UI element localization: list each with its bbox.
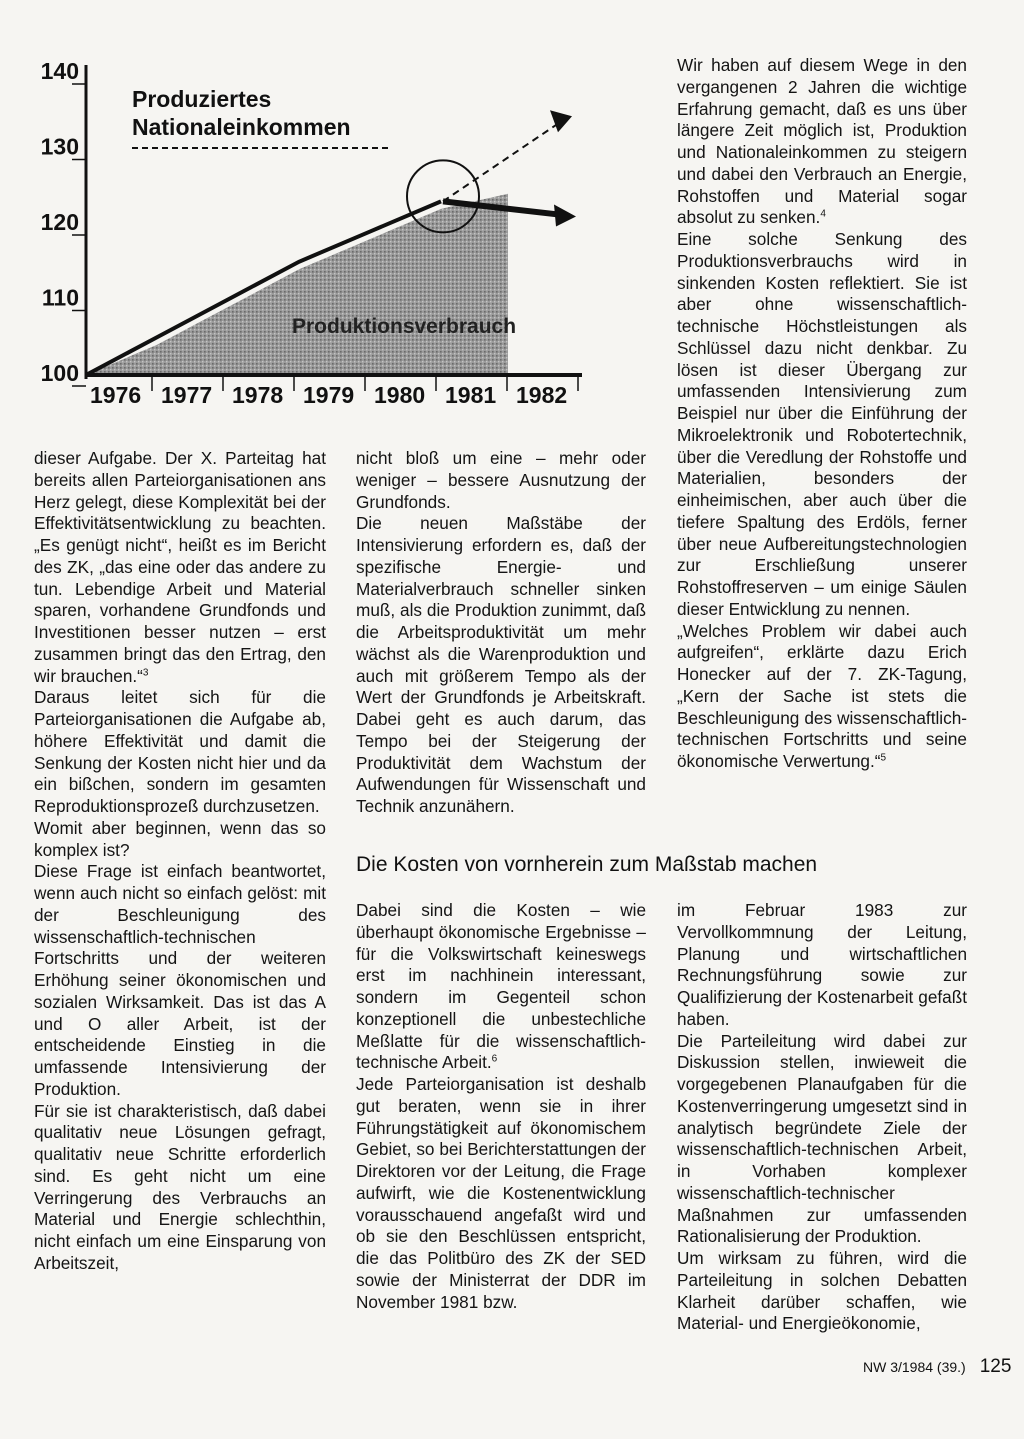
- area-label: Produktionsverbrauch: [292, 315, 517, 338]
- page-number: 125: [979, 1356, 1012, 1377]
- footnote-ref: 6: [491, 1053, 498, 1065]
- y-tick-label: 100: [40, 360, 79, 386]
- projection-solid-arrowhead: [554, 204, 576, 226]
- paragraph: Die Parteileitung wird dabei zur Diskussion stellen, inwieweit die vorgegebenen Planaufgaben für die Kostenverringerung umgesetzt sind in analytisch begründete Ziele der wissenschaftlich-technischen Arbeit, in Vorhaben komplexer wissenschaftlich-technischer Maßnahmen zur umfassenden Rationalisierung der Produktion.: [677, 1030, 967, 1247]
- chart: [20, 55, 650, 425]
- paragraph: Diese Frage ist einfach beantwortet, wenn auch nicht so einfach gelöst: mit der Beschleunigung des wissenschaftlich-technischen Fortschritts und der weiteren Erhöhung seiner ökonomischen und sozialen Wirksamkeit. Das ist das A und O aller Arbeit, ist der entscheidende Einstieg in die umfassende Intensivierung der Produktion.: [34, 861, 326, 1099]
- y-tick-label: 140: [40, 58, 79, 84]
- projection-dashed-line: [443, 122, 560, 201]
- footnote-ref: 5: [880, 752, 887, 764]
- paragraph: Daraus leitet sich für die Parteiorganisationen die Aufgabe ab, höhere Effektivität und damit die Senkung der Kosten nicht hier und da ein bißchen, sondern im gesamten Reproduktionsprozeß durchzusetzen.: [34, 687, 326, 816]
- paragraph: Die neuen Maßstäbe der Intensivierung erfordern es, daß der spezifische Energie- und Materialverbrauch schneller sinken muß, als die Produktion zunimmt, daß die Arbeitsproduktivität um mehr wächst als die Warenproduktion und auch mit größerem Tempo als der Wert der Grundfonds je Arbeitskraft. Dabei geht es auch darum, das Tempo bei der Steigerung der Produktivität dem Wachstum der Aufwendungen für Wissenschaft und Technik anzunähern.: [356, 513, 646, 816]
- y-tick-label: 130: [40, 133, 79, 160]
- chart-title: Produziertes: [132, 86, 272, 112]
- chart-title-line-2: Nationaleinkommen: [132, 114, 351, 140]
- article-column-5: [677, 900, 967, 1335]
- x-tick-label: 1978: [232, 382, 284, 408]
- paragraph: Dabei sind die Kosten – wie überhaupt ökonomische Ergebnisse – für die Volkswirtschaft keineswegs erst im nachhinein interessant, sondern im Gegenteil schon konzeptionell die unbestechliche Meßlatte für die wissenschaftlich-technische Arbeit.$^6$: [356, 900, 646, 1073]
- paragraph: dieser Aufgabe. Der X. Parteitag hat bereits allen Parteiorganisationen ans Herz gelegt, diese Komplexität bei der Effektivitätsentwicklung zu beachten. „Es genügt nicht“, heißt es im Bericht des ZK, „das eine oder das andere zu tun. Lebendige Arbeit und Material sparen, vorhandene Grundfonds und Investitionen besser nutzen – erst zusammen bringt das den Ertrag, den wir brauchen.“$^3$: [34, 448, 326, 686]
- paragraph: Jede Parteiorganisation ist deshalb gut beraten, wenn sie in ihrer Führungstätigkeit auf ökonomischem Gebiet, so bei Berichterstattungen der Direktoren vor der Leitung, die Frage aufwirft, wie die Kostenentwicklung vorausschauend angefaßt wird und ob sie den Beschlüssen entspricht, die das Politbüro des ZK der SED sowie der Ministerrat der DDR im November 1981 bzw.: [356, 1074, 646, 1312]
- y-tick-label: 110: [41, 284, 79, 311]
- subheading: Die Kosten von vornherein zum Maßstab machen: [356, 853, 818, 876]
- footnote-ref: 3: [142, 666, 149, 678]
- paragraph: im Februar 1983 zur Vervollkommnung der Leitung, Planung und wirtschaftlichen Rechnungsführung sowie zur Qualifizierung der Kostenarbeit gefaßt haben.: [677, 900, 967, 1029]
- issue-reference: NW 3/1984 (39.): [863, 1359, 966, 1375]
- article-column-4: [356, 900, 646, 1313]
- paragraph: Für sie ist charakteristisch, daß dabei qualitativ neue Lösungen gefragt, qualitativ neue Schritte erforderlich sind. Es geht nicht um eine Verringerung des Verbrauchs an Material und Energie schlechthin, nicht einfach um eine Einsparung von Arbeitszeit,: [34, 1100, 326, 1273]
- x-tick-label: 1979: [303, 382, 355, 408]
- article-column-1: [34, 448, 326, 1275]
- chart-area: [86, 194, 508, 375]
- area-fill: [86, 194, 508, 375]
- paragraph: Um wirksam zu führen, wird die Parteileitung in solchen Debatten Klarheit darüber schaffen, wie Material- und Energieökonomie,: [677, 1248, 967, 1334]
- page-footer: [863, 1356, 1011, 1378]
- article-column-3: [677, 55, 967, 773]
- paragraph: Womit aber beginnen, wenn das so komplex ist?: [34, 817, 326, 860]
- y-tick-label: 120: [40, 209, 79, 235]
- x-tick-label: 1976: [90, 382, 142, 408]
- paragraph: Eine solche Senkung des Produktionsverbrauchs wird in sinkenden Kosten reflektiert. Sie ist aber ohne wissenschaftlich-technische Höchstleistungen als Schlüssel dazu nicht denkbar. Zu lösen ist dieser Übergang zur umfassenden Intensivierung zum Beispiel nur über die Einführung der Mikroelektronik und Robotertechnik, über die Veredlung der Rohstoffe und Materialien, besonders der einheimischen, aber auch über die tiefere Spaltung des Erdöls, ferner über neue Aufbereitungstechnologien zur Erschließung unserer Rohstoffreserven – um einige Säulen dieser Entwicklung zu nennen.: [677, 229, 967, 619]
- x-tick-label: 1977: [161, 382, 213, 408]
- paragraph: Wir haben auf diesem Wege in den vergangenen 2 Jahren die wichtige Erfahrung gemacht, daß es uns über längere Zeit möglich ist, Produktion und Nationaleinkommen zu steigern und dabei den Verbrauch an Energie, Rohstoffen und Material sogar absolut zu senken.$^4$: [677, 55, 967, 228]
- projection-dashed-arrowhead: [550, 110, 572, 132]
- article-column-2: [356, 448, 646, 818]
- x-tick-label: 1980: [374, 382, 426, 408]
- x-tick-label: 1981: [445, 382, 497, 408]
- paragraph: nicht bloß um eine – mehr oder weniger – bessere Ausnutzung der Grundfonds.: [356, 448, 646, 512]
- x-tick-label: 1982: [516, 382, 568, 408]
- footnote-ref: 4: [820, 208, 826, 220]
- paragraph: „Welches Problem wir dabei auch aufgreifen“, erklärte dazu Erich Honecker auf der 7. ZK-Tagung, „Kern der Sache ist stets die Beschleunigung des wissenschaftlich-technischen Fortschritts und seine ökonomische Verwertung.“$^5$: [677, 620, 967, 771]
